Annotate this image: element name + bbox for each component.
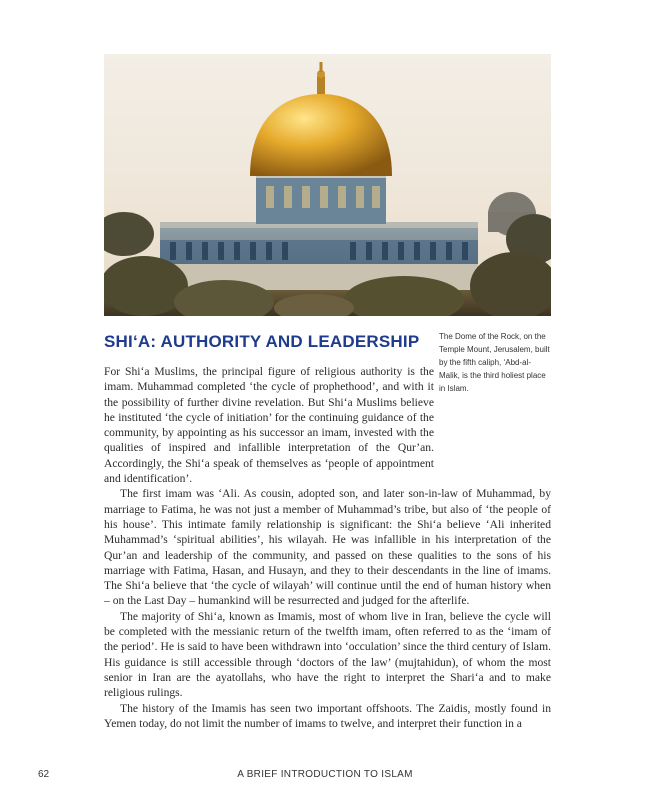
paragraph: For Shi‘a Muslims, the principal figure of religious authority is the imam. Muhammad completed ‘the cycle of prophethood’, and with it the possibility of further divine revelation. But Shi‘a Muslims believe he instituted ‘the cycle of initiation’ for the continuing guidance of the community, by appointing as his successor an imam, invested with the qualities of inspired and infallible interpretation of the Qur’an. Accordingly, the Shi‘a speak of themselves as ‘people of appointment and identification’. <box>104 365 434 486</box>
dome-of-the-rock-photo <box>104 54 551 316</box>
paragraph: The majority of Shi‘a, known as Imamis, most of whom live in Iran, believe the cycle will be completed with the messianic return of the twelfth imam, often referred to as the ‘imam of the period’. He is said to have been withdrawn into ‘occulation’ since the third century of Islam. His guidance is still accessible through ‘doctors of the law’ (mujtahidun), of whom the most senior in Iran are the ayatollahs, who have the right to interpret the Shari‘a and to make religious rulings. <box>104 609 551 700</box>
paragraph: The history of the Imamis has seen two important offshoots. The Zaidis, mostly found in Yemen today, do not limit the number of imams to twelve, and interpret their function in a <box>104 701 551 730</box>
paragraph: The first imam was ‘Ali. As cousin, adopted son, and later son-in-law of Muhammad, by marriage to Fatima, he was not just a member of Muhammad’s tribe, but also of ‘the people of his house’. This intimate family relationship is significant: the Shi‘a believe ‘Ali inherited Muhammad’s ‘spiritual abilities’, his wilayah. He was infallible in his interpretation of the Qur’an and leadership of the community, and passed on these qualities to the sons of his marriage with Fatima, Hasan, and Husayn, and they to their descendants in the line of imams. The Shi‘a believe that ‘the cycle of wilayah’ will continue until the end of human history when – on the Last Day – humankind will be resurrected and judged for the afterlife. <box>104 487 551 608</box>
body-text <box>104 364 551 731</box>
photo-caption: The Dome of the Rock, on the Temple Mount, Jerusalem, built by the fifth caliph, ‘Abd-al-Malik, is the third holiest place in Islam. <box>439 332 550 393</box>
section-heading: SHI‘A: AUTHORITY AND LEADERSHIP <box>104 332 420 351</box>
page-number: 62 <box>38 769 50 780</box>
running-footer-title: A BRIEF INTRODUCTION TO ISLAM <box>237 769 413 780</box>
